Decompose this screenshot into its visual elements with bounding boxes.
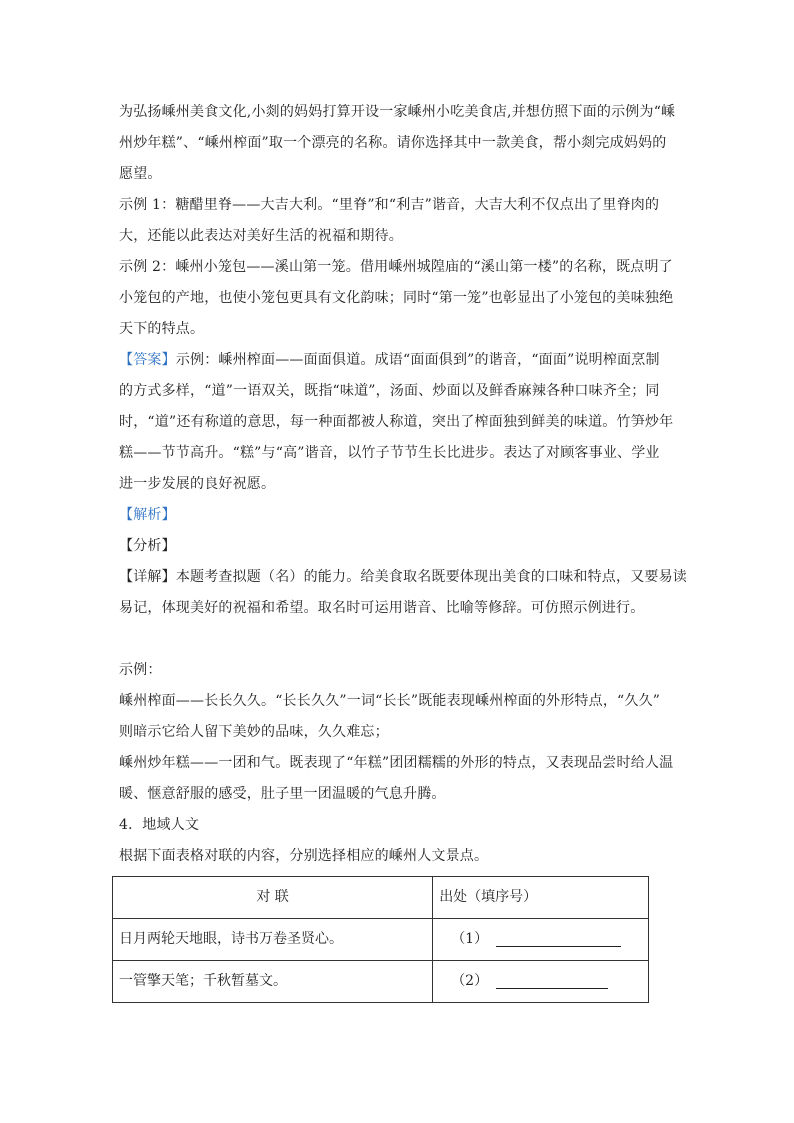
answer-blank[interactable] bbox=[496, 932, 621, 947]
example-line: 暖、惬意舒服的感受，肚子里一团温暖的气息升腾。 bbox=[119, 786, 446, 802]
example-line: 嵊州炒年糕——一团和气。既表现了“年糕”团团糯糯的外形的特点，又表现品尝时给人温 bbox=[119, 755, 674, 771]
section-instruction: 根据下面表格对联的内容，分别选择相应的嵊州人文景点。 bbox=[119, 848, 489, 864]
answer-line: 进一步发展的良好祝愿。 bbox=[119, 476, 276, 492]
table-header-row bbox=[113, 877, 649, 919]
question-line: 州炒年糕”、“嵊州榨面”取一个漂亮的名称。请你选择其中一款美食，帮小剡完成妈妈的 bbox=[119, 135, 667, 151]
answer-blank[interactable] bbox=[496, 974, 608, 989]
section-title: 4．地域人文 bbox=[119, 817, 200, 833]
answer-cell bbox=[433, 919, 649, 961]
example-1-line: 大，还能以此表达对美好生活的祝福和期待。 bbox=[119, 228, 403, 244]
detail-text: 本题考查拟题（名）的能力。给美食取名既要体现出美食的口味和特点，又要易读 bbox=[175, 569, 688, 585]
answer-cell bbox=[433, 961, 649, 1003]
answer-line: 的方式多样，“道”一语双关，既指“味道”，汤面、炒面以及鲜香麻辣各种口味齐全；同 bbox=[119, 383, 660, 399]
blank-spacer bbox=[119, 624, 679, 655]
detail-first-line bbox=[119, 562, 688, 593]
analysis-label: 【解析】 bbox=[119, 507, 176, 523]
couplet-table bbox=[112, 876, 649, 1003]
example-line: 则暗示它给人留下美妙的品味，久久难忘； bbox=[119, 724, 389, 740]
example-2-line: 天下的特点。 bbox=[119, 321, 205, 337]
answer-first-line bbox=[119, 345, 679, 376]
examples-label: 示例： bbox=[119, 662, 162, 678]
answer-text: 示例：嵊州榨面——面面俱道。成语“面面俱到”的谐音，“面面”说明榨面烹制 bbox=[175, 352, 660, 368]
detail-label: 【详解】 bbox=[119, 569, 176, 585]
answer-index: （2） bbox=[451, 973, 489, 989]
fenxi-label: 【分析】 bbox=[119, 538, 176, 554]
question-line: 为弘扬嵊州美食文化,小剡的妈妈打算开设一家嵊州小吃美食店,并想仿照下面的示例为“嵊 bbox=[119, 104, 676, 120]
couplet-cell: 一管擎天笔；千秋暂墓文。 bbox=[113, 961, 433, 1003]
example-2-line: 示例 2：嵊州小笼包——溪山第一笼。借用嵊州城隍庙的“溪山第一楼”的名称，既点明了 bbox=[119, 259, 673, 275]
table-row bbox=[113, 961, 649, 1003]
couplet-cell: 日月两轮天地眼，诗书万卷圣贤心。 bbox=[113, 919, 433, 961]
question-line: 愿望。 bbox=[119, 166, 162, 182]
table-header-source: 出处（填序号） bbox=[433, 877, 649, 919]
example-1-line: 示例 1：糖醋里脊——大吉大利。“里脊”和“利吉”谐音，大吉大利不仅点出了里脊肉的 bbox=[119, 197, 660, 213]
answer-line: 糕——节节高升。“糕”与“高”谐音，以竹子节节生长比进步。表达了对顾客事业、学业 bbox=[119, 445, 660, 461]
document-body bbox=[119, 97, 688, 872]
answer-index: （1） bbox=[451, 931, 489, 947]
table-row bbox=[113, 919, 649, 961]
table-header-couplet: 对 联 bbox=[113, 877, 433, 919]
answer-line: 时，“道”还有称道的意思，每一种面都被人称道，突出了榨面独到鲜美的味道。竹笋炒年 bbox=[119, 414, 674, 430]
answer-label: 【答案】 bbox=[119, 352, 176, 368]
example-line: 嵊州榨面——长长久久。“长长久久”一词“长长”既能表现嵊州榨面的外形特点，“久久” bbox=[119, 693, 661, 709]
detail-line: 易记，体现美好的祝福和希望。取名时可运用谐音、比喻等修辞。可仿照示例进行。 bbox=[119, 600, 645, 616]
example-2-line: 小笼包的产地，也使小笼包更具有文化韵味；同时“第一笼”也彰显出了小笼包的美味独绝 bbox=[119, 290, 674, 306]
